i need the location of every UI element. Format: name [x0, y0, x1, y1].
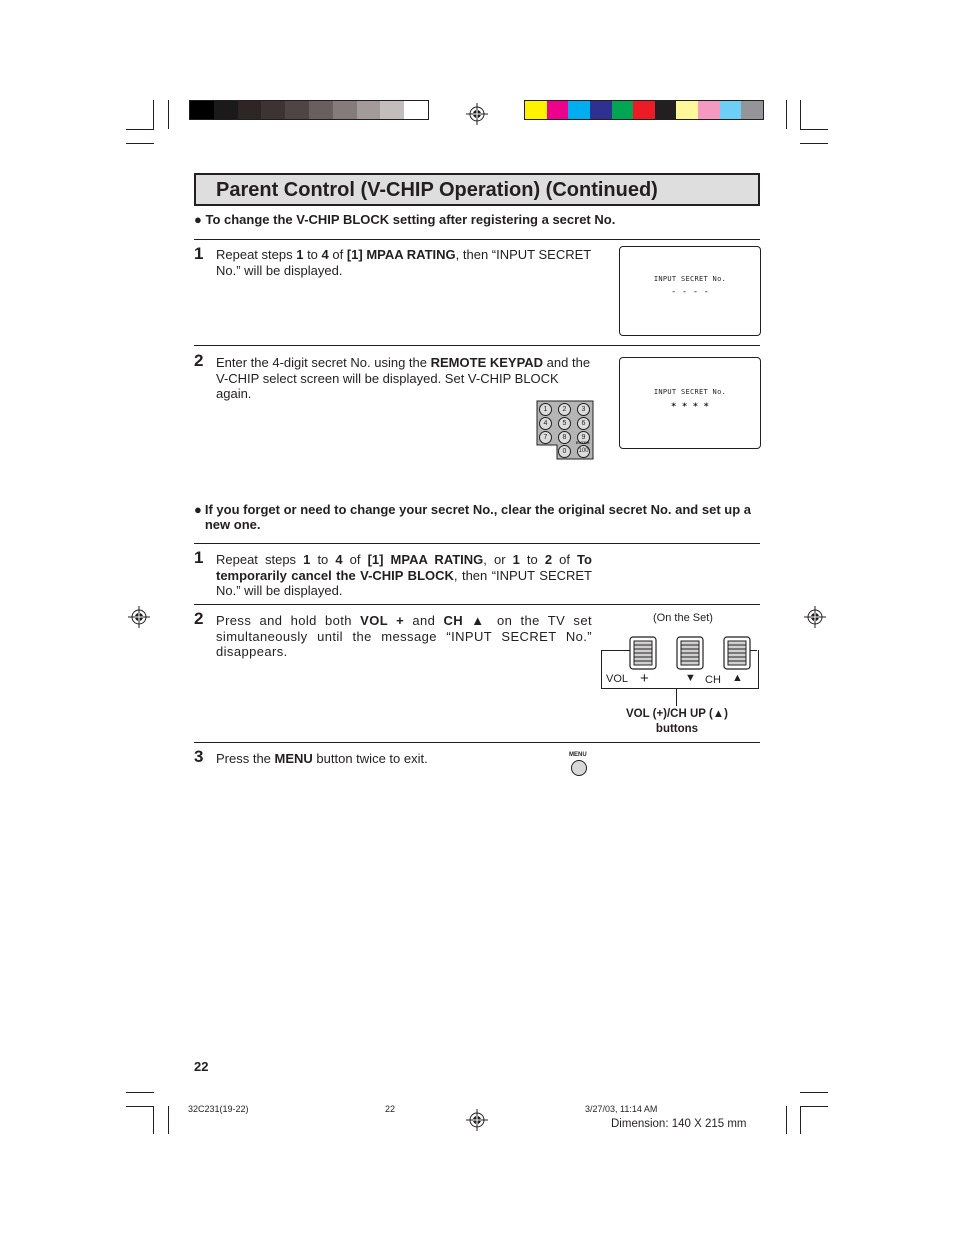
caption-leader-line [676, 688, 677, 706]
screen-value: - - - - [671, 287, 709, 297]
step-number: 3 [194, 747, 204, 766]
color-swatch [741, 101, 763, 119]
step-text: Repeat steps 1 to 4 of [1] MPAA RATING, or 1 to 2 of To temporarily cancel the V-CHIP BLOCK, then “INPUT SECRET No.” will be displayed. [216, 552, 592, 598]
footer-dimension: Dimension: 140 X 215 mm [611, 1118, 747, 1130]
section-heading [194, 212, 760, 227]
crop-mark [800, 1106, 801, 1134]
step-number: 2 [194, 351, 204, 370]
crop-mark [153, 100, 154, 129]
keypad-key: 0 [558, 445, 571, 458]
footer-filename: 32C231(19-22) [188, 1104, 249, 1114]
footer-page: 22 [385, 1104, 396, 1114]
step-number: 1 [194, 244, 204, 263]
divider [194, 239, 760, 240]
color-swatch [525, 101, 547, 119]
vol-label: VOL [606, 673, 629, 685]
registration-mark-icon [804, 606, 826, 628]
vol-plus-button-icon [629, 636, 657, 670]
keypad-key: 8 [558, 431, 571, 444]
keypad-key: 5 [558, 417, 571, 430]
crop-mark [786, 100, 787, 129]
color-swatch [214, 101, 238, 119]
ch-down-button-icon [676, 636, 704, 670]
color-swatch [568, 101, 590, 119]
keypad-key: 9 [577, 431, 590, 444]
divider [194, 543, 760, 544]
color-swatch [633, 101, 655, 119]
color-swatch [720, 101, 742, 119]
vol-plus-label: + [640, 670, 649, 687]
crop-mark [153, 1106, 154, 1134]
registration-mark-icon [128, 606, 150, 628]
screen-value: * * * * [671, 402, 709, 412]
color-swatch [238, 101, 262, 119]
crop-mark [126, 129, 154, 130]
divider [194, 345, 760, 346]
color-swatch [547, 101, 569, 119]
ch-up-label: ▲ [732, 672, 743, 684]
page-number: 22 [194, 1059, 209, 1074]
bullet-icon: ● [194, 502, 202, 517]
crop-mark [126, 143, 154, 144]
color-swatch [333, 101, 357, 119]
ch-up-button-icon [723, 636, 751, 670]
color-swatch [285, 101, 309, 119]
step-text: Repeat steps 1 to 4 of [1] MPAA RATING, then “INPUT SECRET No.” will be displayed. [216, 247, 591, 278]
tv-screen-illustration [619, 357, 761, 449]
button-caption: VOL (+)/CH UP (▲) buttons [625, 708, 728, 735]
registration-mark-icon [466, 103, 488, 125]
grayscale-calibration-bar [189, 100, 429, 120]
registration-mark-icon [466, 1109, 488, 1131]
keypad-key: 1 [539, 403, 552, 416]
crop-mark [126, 1092, 154, 1093]
ch-down-label: ▼ [685, 672, 696, 684]
color-swatch [190, 101, 214, 119]
color-swatch [404, 101, 428, 119]
color-swatch [590, 101, 612, 119]
color-swatch [261, 101, 285, 119]
on-the-set-label: (On the Set) [653, 612, 713, 624]
color-swatch [655, 101, 677, 119]
keypad-key: 4 [539, 417, 552, 430]
bullet-icon: ● [194, 212, 202, 227]
color-calibration-bar [524, 100, 764, 120]
step-text: Press and hold both VOL + and CH ▲ on the TV set simultaneously until the message “INPUT SECRET No.” disappears. [216, 613, 592, 659]
color-swatch [309, 101, 333, 119]
enter-label: ENTER [576, 440, 590, 445]
section-heading [194, 502, 760, 532]
color-swatch [357, 101, 381, 119]
step-text: Enter the 4-digit secret No. using the REMOTE KEYPAD and the V-CHIP select screen will be displayed. Set V-CHIP BLOCK again. [216, 355, 591, 401]
step-text: Press the MENU button twice to exit. [216, 751, 428, 766]
crop-mark [168, 100, 169, 129]
section-heading-text: If you forget or need to change your secret No., clear the original secret No. and set up a new one. [204, 502, 751, 532]
crop-mark [800, 1106, 828, 1107]
crop-mark [168, 1106, 169, 1134]
crop-mark [786, 1106, 787, 1134]
color-swatch [380, 101, 404, 119]
crop-mark [800, 143, 828, 144]
keypad-key: 2 [558, 403, 571, 416]
keypad-key: 7 [539, 431, 552, 444]
keypad-key: 6 [577, 417, 590, 430]
keypad-key: 100 [577, 445, 590, 458]
step-number: 1 [194, 548, 204, 567]
tv-screen-illustration [619, 246, 761, 336]
page-title: Parent Control (V-CHIP Operation) (Continued) [216, 179, 658, 201]
bracket-line [601, 650, 631, 651]
crop-mark [800, 100, 801, 129]
remote-keypad-illustration [536, 400, 594, 460]
divider [194, 742, 760, 743]
page-title-box [194, 173, 760, 206]
crop-mark [800, 129, 828, 130]
menu-icon-label: MENU [569, 752, 587, 758]
color-swatch [676, 101, 698, 119]
screen-label: INPUT SECRET No. [653, 275, 727, 283]
screen-label: INPUT SECRET No. [653, 388, 727, 396]
color-swatch [698, 101, 720, 119]
crop-mark [126, 1106, 154, 1107]
ch-label: CH [705, 674, 721, 686]
step-number: 2 [194, 609, 204, 628]
crop-mark [800, 1092, 828, 1093]
menu-button-icon [570, 759, 588, 777]
section-heading-text: To change the V-CHIP BLOCK setting after registering a secret No. [205, 212, 616, 227]
keypad-key: 3 [577, 403, 590, 416]
color-swatch [612, 101, 634, 119]
divider [194, 604, 760, 605]
footer-datetime: 3/27/03, 11:14 AM [585, 1104, 658, 1114]
